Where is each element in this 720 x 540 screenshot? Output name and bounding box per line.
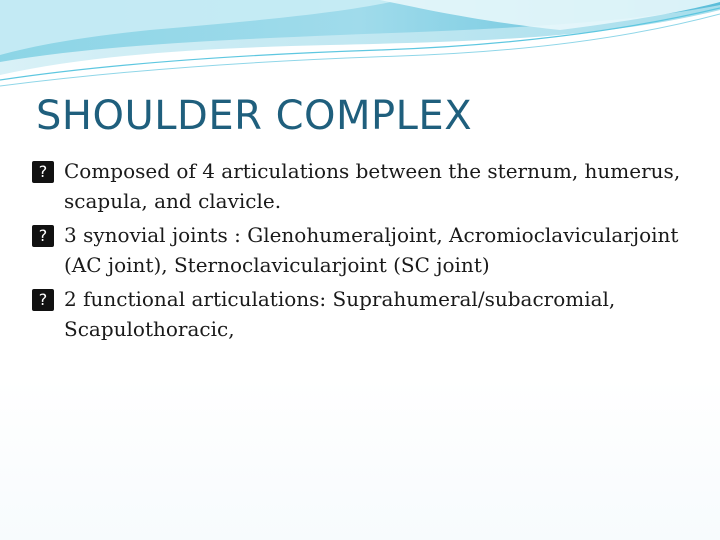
bullet-list: [32, 156, 692, 348]
bullet-marker-icon: ?: [32, 289, 54, 311]
bullet-marker-icon: ?: [32, 225, 54, 247]
bullet-marker-icon: ?: [32, 161, 54, 183]
bullet-item: [32, 284, 692, 344]
bullet-text: 2 functional articulations: Suprahumeral/subacromial, Scapulothoracic,: [64, 287, 616, 341]
slide-title: SHOULDER COMPLEX: [36, 93, 473, 139]
header-wave-decoration: [0, 0, 720, 90]
bullet-text: 3 synovial joints : Glenohumeraljoint, Acromioclavicularjoint (AC joint), Sternoclavicularjoint (SC joint): [64, 223, 679, 277]
bullet-text: Composed of 4 articulations between the sternum, humerus, scapula, and clavicle.: [64, 159, 681, 213]
bullet-item: [32, 156, 692, 216]
bullet-item: [32, 220, 692, 280]
